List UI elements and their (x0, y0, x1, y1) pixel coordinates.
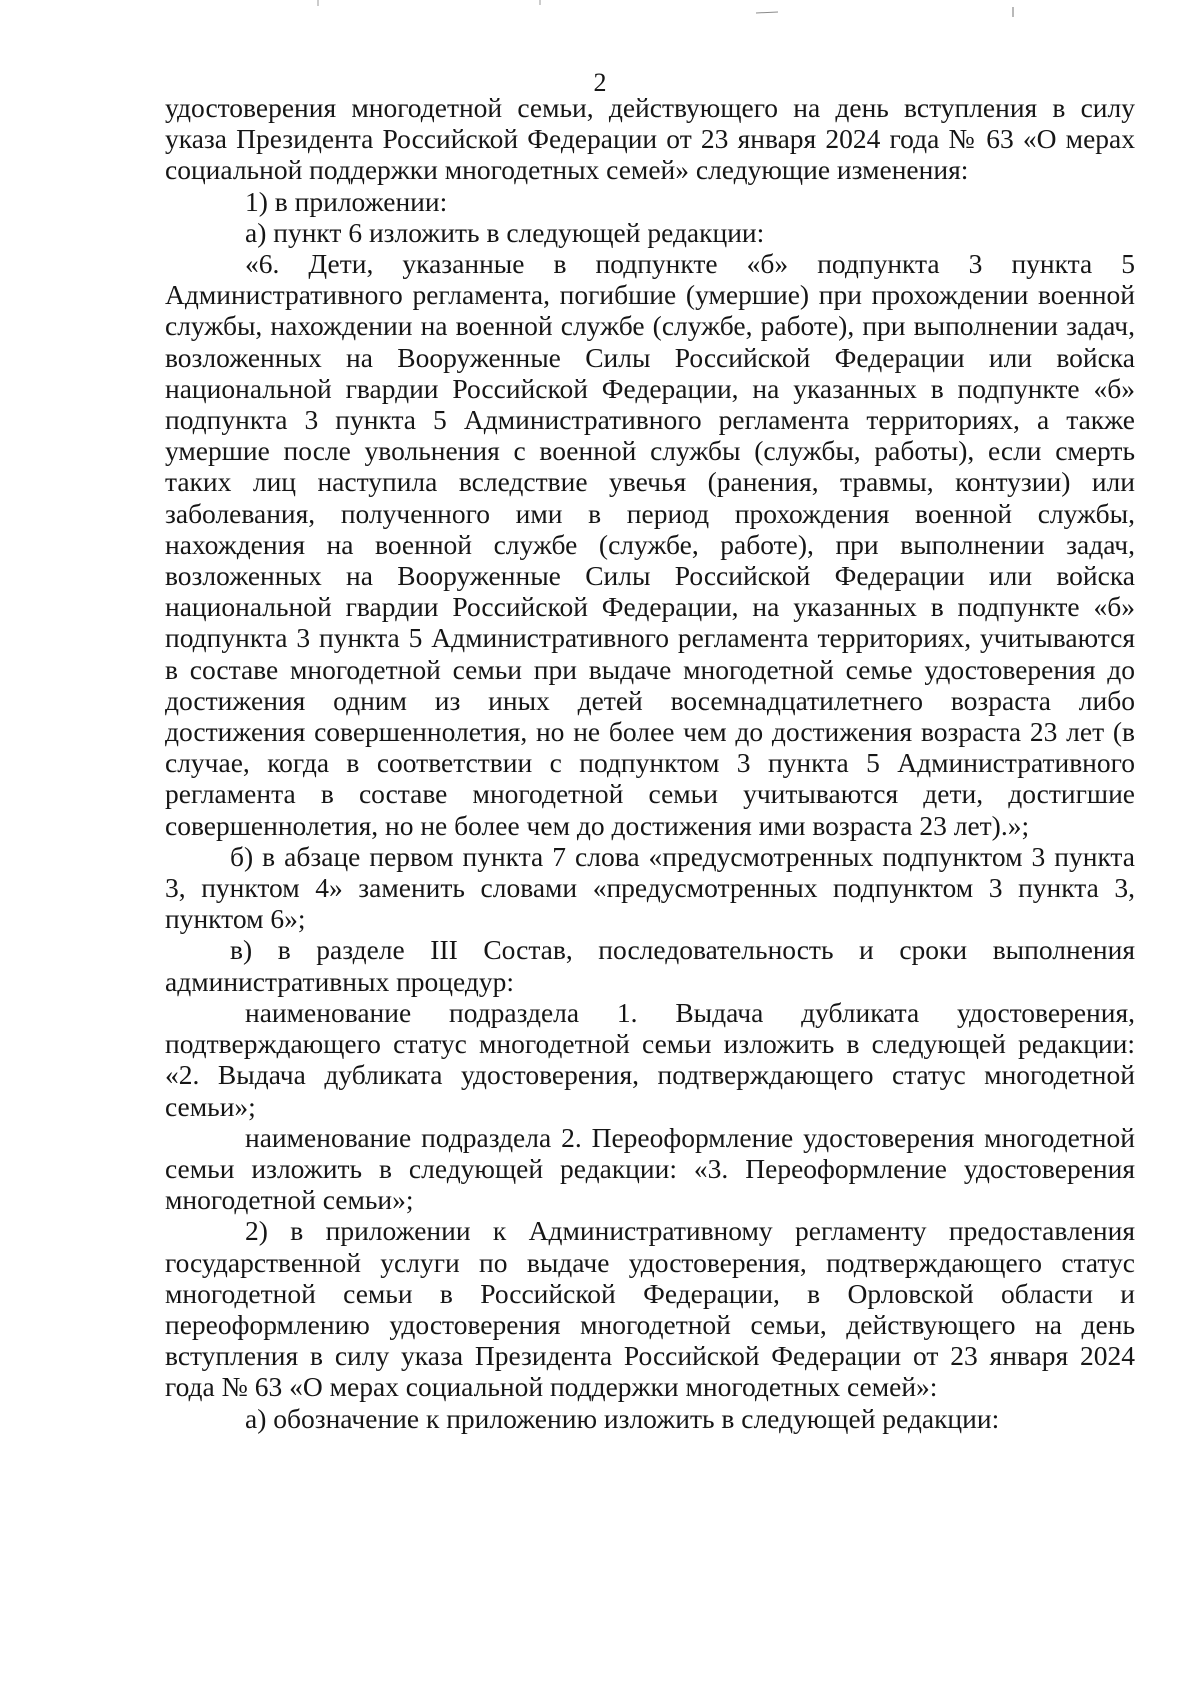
paragraph: удостоверения многодетной семьи, действующего на день вступления в силу указа Президента Российской Федерации от 23 января 2024 года № 63 «О мерах социальной поддержки многодетных семей» следующие изменения: (165, 92, 1135, 186)
paragraph: наименование подраздела 2. Переоформление удостоверения многодетной семьи изложить в следующей редакции: «3. Переоформление удостоверения многодетной семьи»; (165, 1121, 1135, 1216)
paragraph: «6. Дети, указанные в подпункте «б» подпункта 3 пункта 5 Административного регламента, погибшие (умершие) при прохождении военной службы, нахождении на военной службе (службе, работе), при выполнении задач, возложенных на Вооруженные Силы Российской Федерации или войска национальной гвардии Российской Федерации, на указанных в подпункте «б» подпункта 3 пункта 5 Административного регламента территориях, а также умершие после увольнения с военной службы (службы, работы), если смерть таких лиц наступила вследствие увечья (ранения, травмы, контузии) или заболевания, полученного ими в период прохождения военной службы, нахождения на военной службе (службе, работе), при выполнении задач, возложенных на Вооруженные Силы Российской Федерации или войска национальной гвардии Российской Федерации, на указанных в подпункте «б» подпункта 3 пункта 5 Административного регламента территориях, учитываются в составе многодетной семьи при выдаче многодетной семье удостоверения до достижения одним из иных детей восемнадцатилетнего возраста либо достижения совершеннолетия, но не более чем до достижения возраста 23 лет (в случае, когда в соответствии с подпунктом 3 пункта 5 Административного регламента в составе многодетной семьи учитываются дети, достигшие совершеннолетия, но не более чем до достижения ими возраста 23 лет).»; (165, 248, 1135, 841)
paragraph: наименование подраздела 1. Выдача дубликата удостоверения, подтверждающего статус многодетной семьи изложить в следующей редакции: «2. Выдача дубликата удостоверения, подтверждающего статус многодетной семьи»; (165, 996, 1135, 1122)
paragraph: а) пункт 6 изложить в следующей редакции: (245, 216, 765, 248)
document-body (165, 92, 1135, 1434)
paragraph: б) в абзаце первом пункта 7 слова «предусмотренных подпунктом 3 пункта 3, пунктом 4» заменить словами «предусмотренных подпунктом 3 пункта 3, пунктом 6»; (165, 840, 1135, 935)
page-number: 2 (593, 68, 607, 97)
paragraph: а) обозначение к приложению изложить в следующей редакции: (245, 1402, 1000, 1434)
paragraph: 1) в приложении: (245, 185, 448, 217)
scan-artifact-marks (0, 0, 1200, 20)
paragraph: 2) в приложении к Административному регламенту предоставления государственной услуги по выдаче удостоверения, подтверждающего статус многодетной семьи в Российской Федерации, в Орловской области и переоформлению удостоверения многодетной семьи, действующего на день вступления в силу указа Президента Российской Федерации от 23 января 2024 года № 63 «О мерах социальной поддержки многодетных семей»: (165, 1215, 1135, 1403)
paragraph: в) в разделе III Состав, последовательность и сроки выполнения административных процедур: (165, 934, 1135, 997)
